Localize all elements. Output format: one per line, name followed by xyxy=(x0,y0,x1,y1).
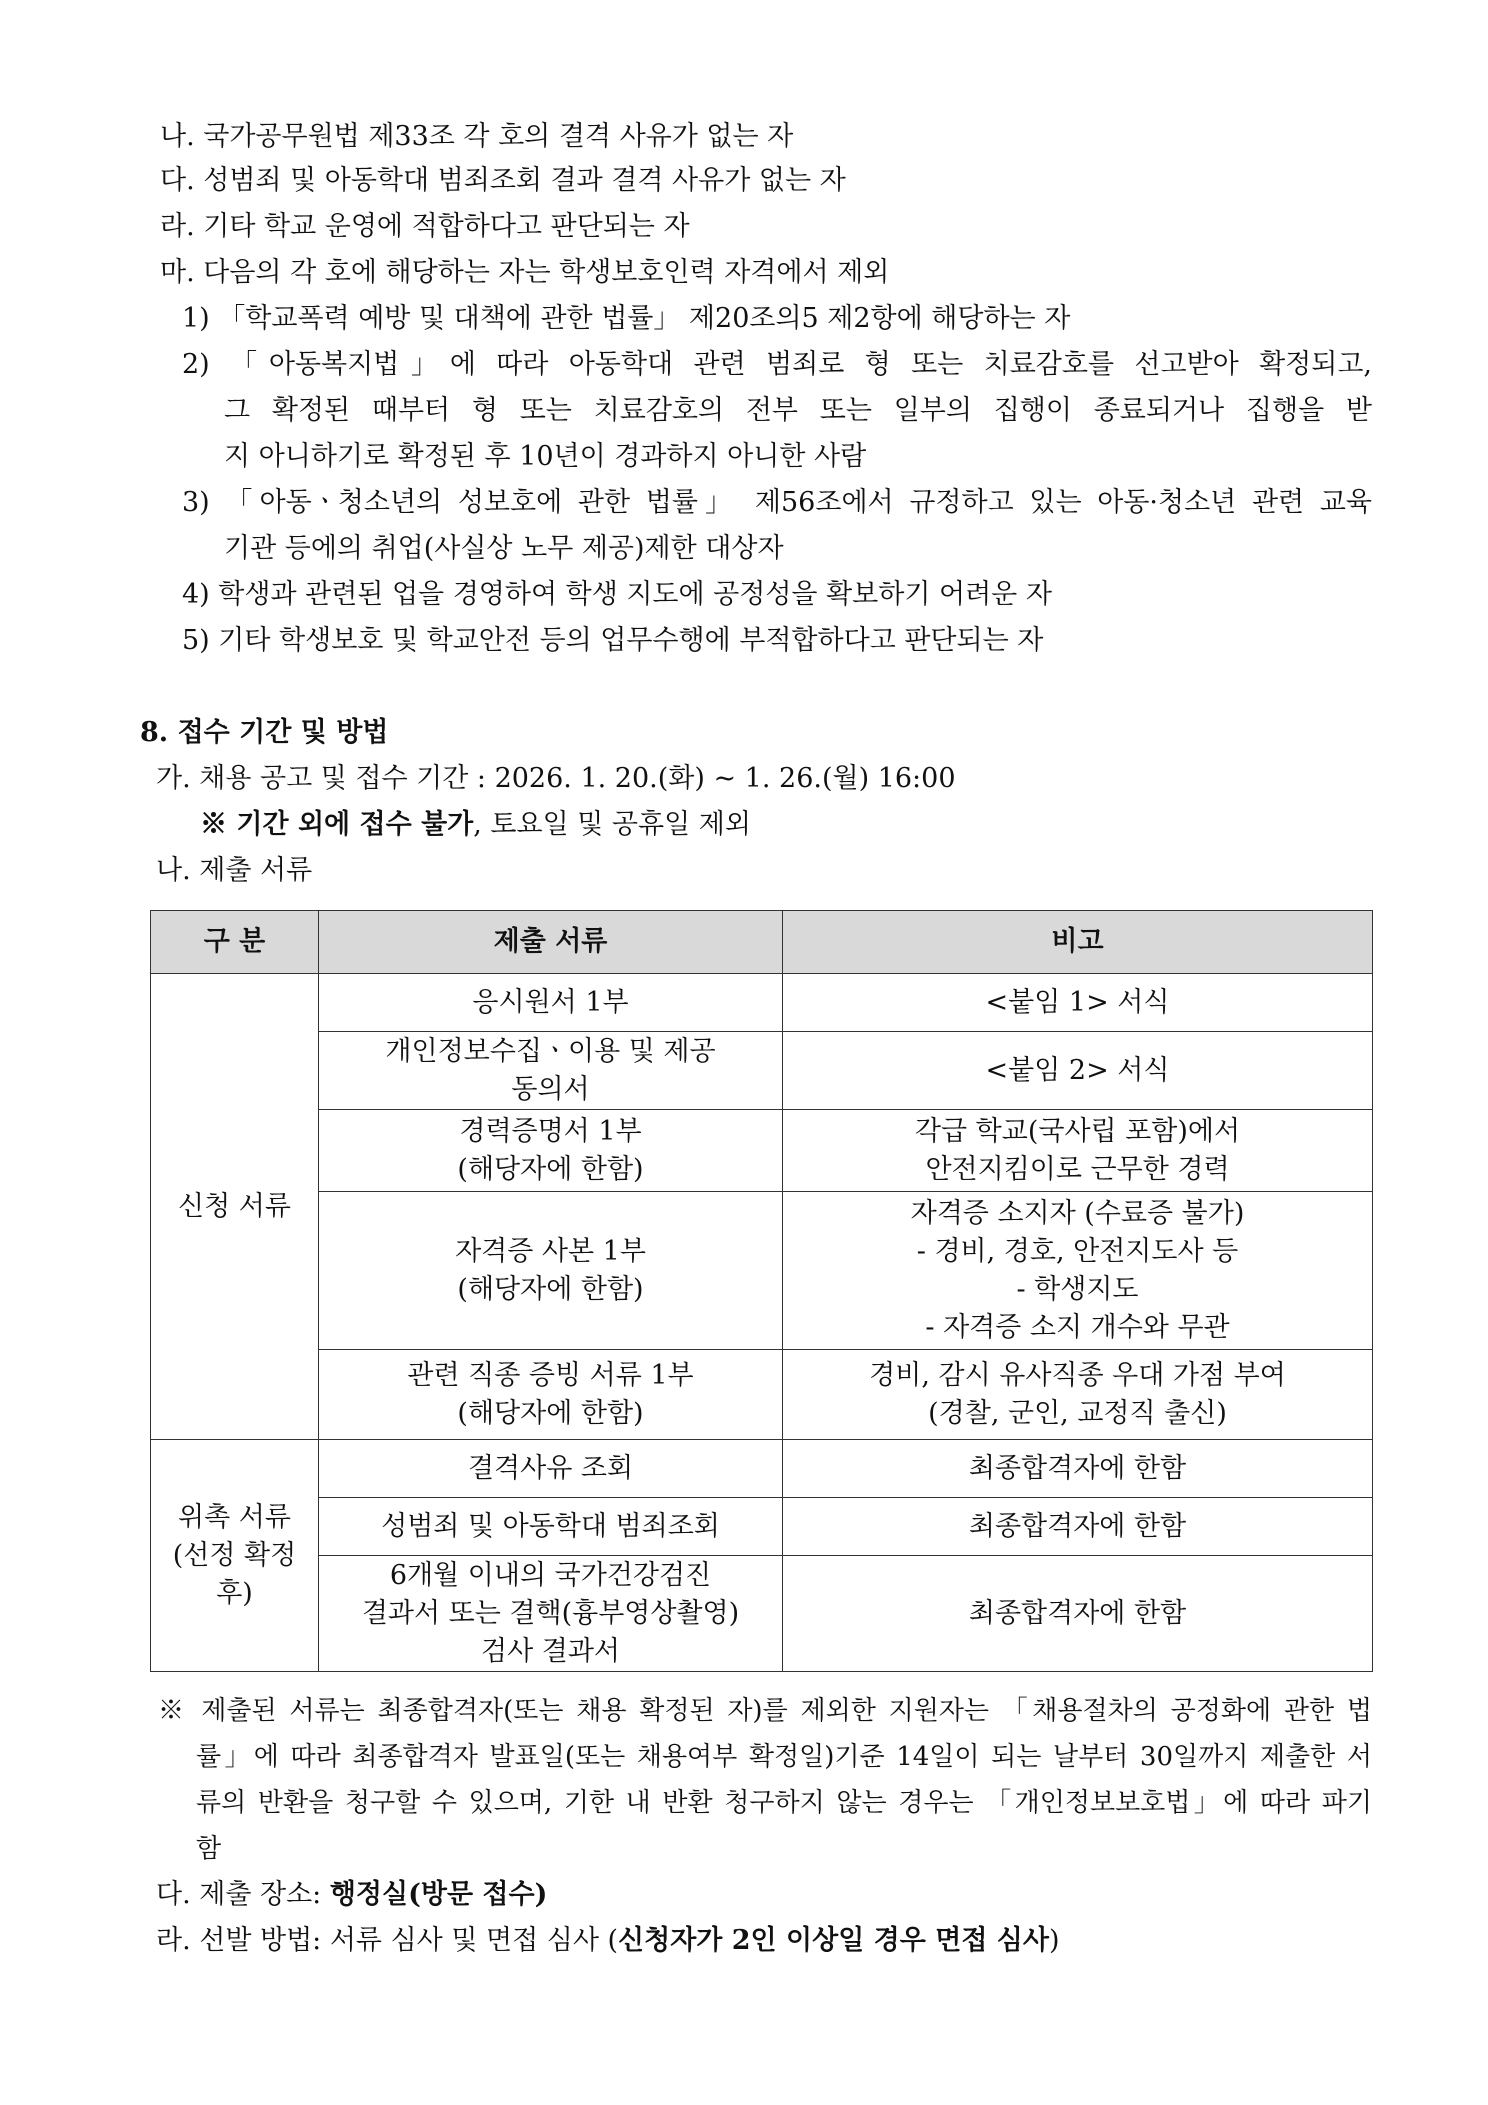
item-ma-2-line3: 지 아니하기로 확정된 후 10년이 경과하지 아니한 사람 xyxy=(224,441,867,472)
item-da-place: 다. 제출 장소: 행정실(방문 접수) xyxy=(156,1879,548,1910)
doc-cell: 경력증명서 1부 (해당자에 한함) xyxy=(319,1110,783,1192)
item-ra-selection: 라. 선발 방법: 서류 심사 및 면접 심사 (신청자가 2인 이상일 경우 면접 심사) xyxy=(156,1925,1060,1956)
note-cell: 경비, 감시 유사직종 우대 가점 부여 (경찰, 군인, 교정직 출신) xyxy=(783,1350,1373,1440)
documents-table xyxy=(150,910,1373,1672)
note-cell: 최종합격자에 한함 xyxy=(783,1556,1373,1672)
footnote-line-3: 류의 반환을 청구할 수 있으며, 기한 내 반환 청구하지 않는 경우는 「개인정보보호법」에 따라 파기 xyxy=(196,1788,1372,1818)
item-na: 나. 국가공무원법 제33조 각 호의 결격 사유가 없는 자 xyxy=(160,121,794,152)
table-row xyxy=(151,1350,1373,1440)
doc-cell: 6개월 이내의 국가건강검진 결과서 또는 결핵(흉부영상촬영) 검사 결과서 xyxy=(319,1556,783,1672)
doc-cell: 성범죄 및 아동학대 범죄조회 xyxy=(319,1498,783,1556)
section-heading: 8. 접수 기간 및 방법 xyxy=(140,717,389,748)
period-note xyxy=(200,808,751,842)
doc-cell: 결격사유 조회 xyxy=(319,1440,783,1498)
item-ma-3-line1: 3) 「아동ㆍ청소년의 성보호에 관한 법률」 제56조에서 규정하고 있는 아동·청소년 관련 교육 xyxy=(182,487,1372,518)
note-cell: 최종합격자에 한함 xyxy=(783,1498,1373,1556)
group-application-docs: 신청 서류 xyxy=(151,974,319,1440)
item-na-docs: 나. 제출 서류 xyxy=(156,855,313,886)
doc-cell: 개인정보수집ㆍ이용 및 제공 동의서 xyxy=(319,1032,783,1110)
doc-cell: 자격증 사본 1부 (해당자에 한함) xyxy=(319,1192,783,1350)
header-documents: 제출 서류 xyxy=(319,911,783,974)
table-row xyxy=(151,1498,1373,1556)
group-appointment-docs: 위촉 서류 (선정 확정 후) xyxy=(151,1440,319,1672)
item-ma-2-line2: 그 확정된 때부터 형 또는 치료감호의 전부 또는 일부의 집행이 종료되거나 집행을 받 xyxy=(224,395,1372,426)
table-row xyxy=(151,1556,1373,1672)
item-ra: 라. 기타 학교 운영에 적합하다고 판단되는 자 xyxy=(160,211,690,242)
header-remarks: 비고 xyxy=(783,911,1373,974)
table-row xyxy=(151,1192,1373,1350)
footnote-line-4: 함 xyxy=(196,1834,222,1864)
note-cell: 자격증 소지자 (수료증 불가) - 경비, 경호, 안전지도사 등 - 학생지도 - 자격증 소지 개수와 무관 xyxy=(783,1192,1373,1350)
header-category: 구 분 xyxy=(151,911,319,974)
note-cell: 최종합격자에 한함 xyxy=(783,1440,1373,1498)
item-ma-2-line1: 2) 「아동복지법」에 따라 아동학대 관련 범죄로 형 또는 치료감호를 선고받아 확정되고, xyxy=(182,349,1372,380)
item-ga-period: 가. 채용 공고 및 접수 기간 : 2026. 1. 20.(화) ~ 1. 26.(월) 16:00 xyxy=(156,763,956,794)
period-note-rest: , 토요일 및 공휴일 제외 xyxy=(473,809,751,840)
interview-condition: 신청자가 2인 이상일 경우 면접 심사 xyxy=(618,1925,1049,1956)
table-row xyxy=(151,974,1373,1032)
period-note-bold: ※ 기간 외에 접수 불가 xyxy=(200,809,474,840)
table-row xyxy=(151,1110,1373,1192)
note-cell: 각급 학교(국사립 포함)에서 안전지킴이로 근무한 경력 xyxy=(783,1110,1373,1192)
item-ma-4: 4) 학생과 관련된 업을 경영하여 학생 지도에 공정성을 확보하기 어려운 자 xyxy=(182,579,1052,610)
submission-place: 행정실(방문 접수) xyxy=(329,1879,548,1910)
item-ma-5: 5) 기타 학생보호 및 학교안전 등의 업무수행에 부적합하다고 판단되는 자 xyxy=(182,625,1044,656)
footnote-line-2: 률」에 따라 최종합격자 발표일(또는 채용여부 확정일)기준 14일이 되는 날부터 30일까지 제출한 서 xyxy=(196,1742,1372,1772)
footnote-line-1: ※ 제출된 서류는 최종합격자(또는 채용 확정된 자)를 제외한 지원자는 「채용절차의 공정화에 관한 법 xyxy=(158,1696,1372,1726)
table-row xyxy=(151,1032,1373,1110)
note-cell: <붙임 1> 서식 xyxy=(783,974,1373,1032)
item-da: 다. 성범죄 및 아동학대 범죄조회 결과 결격 사유가 없는 자 xyxy=(160,165,846,196)
doc-cell: 응시원서 1부 xyxy=(319,974,783,1032)
table-row xyxy=(151,1440,1373,1498)
note-cell: <붙임 2> 서식 xyxy=(783,1032,1373,1110)
item-ma: 마. 다음의 각 호에 해당하는 자는 학생보호인력 자격에서 제외 xyxy=(160,257,890,288)
item-ma-1: 1) 「학교폭력 예방 및 대책에 관한 법률」 제20조의5 제2항에 해당하는 자 xyxy=(182,303,1071,334)
doc-cell: 관련 직종 증빙 서류 1부 (해당자에 한함) xyxy=(319,1350,783,1440)
table-header-row xyxy=(151,911,1373,974)
item-ma-3-line2: 기관 등에의 취업(사실상 노무 제공)제한 대상자 xyxy=(224,533,784,564)
